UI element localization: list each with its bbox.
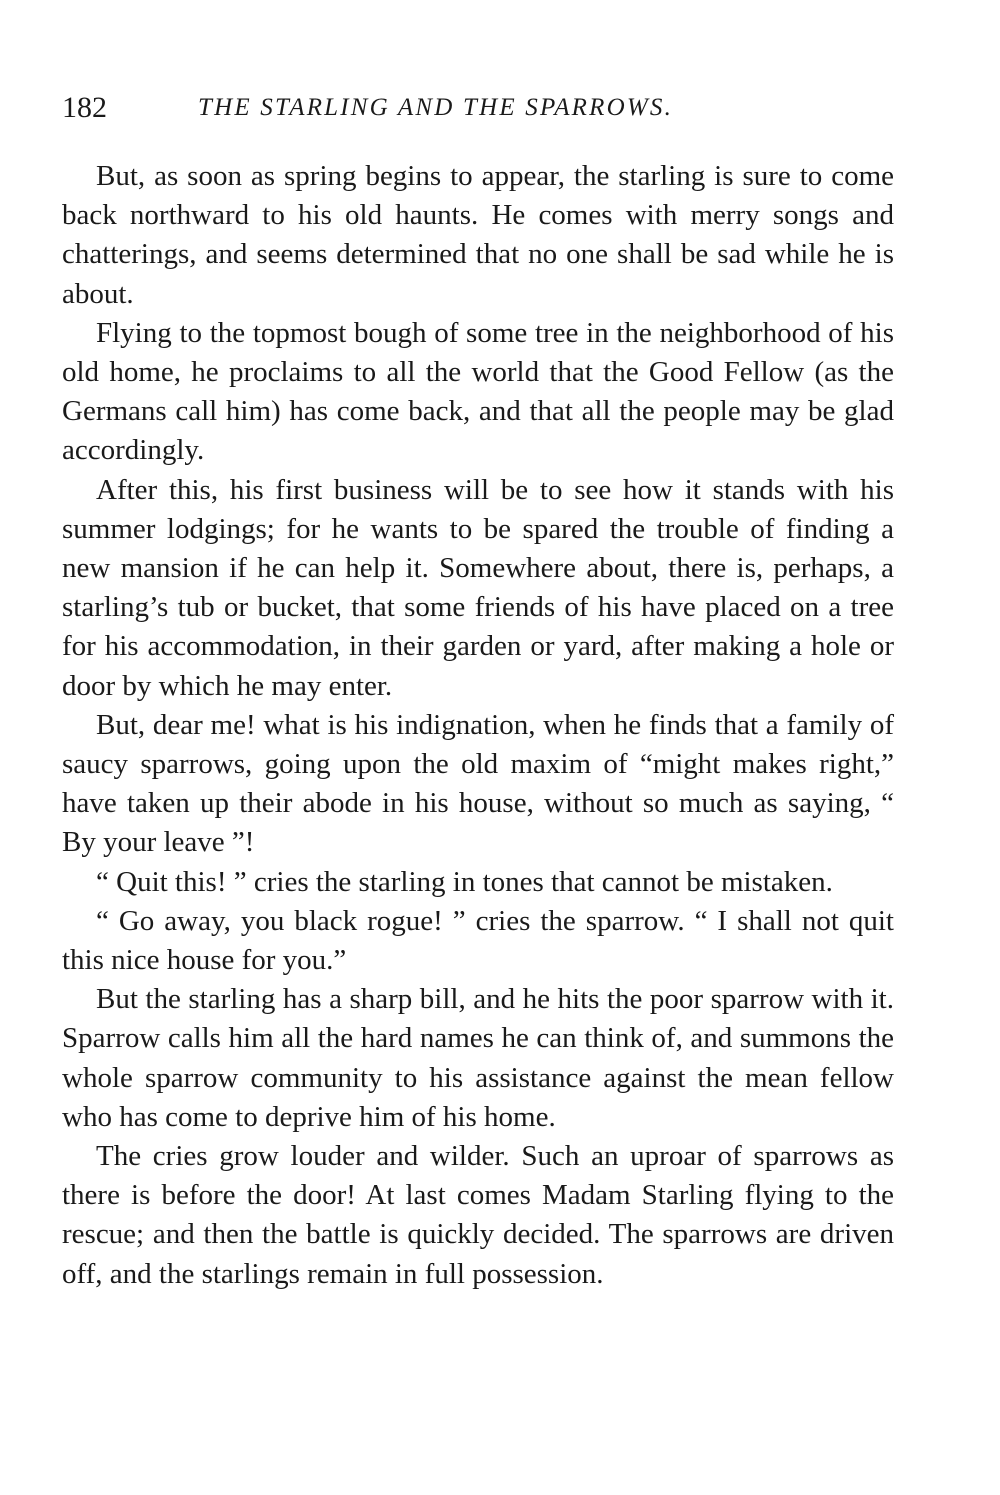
paragraph-quit-this: “ Quit this! ” cries the starling in tones that cannot be mistaken. xyxy=(96,865,833,898)
paragraph-uproar: The cries grow louder and wilder. Such an uproar of sparrows as there is before the door! At last comes Madam Starling flying to the rescue; and then the battle is quickly decided. The sparrows are driven off, and the starlings remain in full possession. xyxy=(62,1140,894,1290)
paragraph-indignation: But, dear me! what is his indignation, when he finds that a family of saucy sparrows, going upon the old maxim of “might makes right,” have taken up their abode in his house, without so much as saying, “ By your leave ”! xyxy=(62,708,894,859)
paragraph-spring-return: But, as soon as spring begins to appear, the starling is sure to come back northward to his old haunts. He comes with merry songs and chatterings, and seems determined that no one shall be sad while he is about. xyxy=(62,160,894,310)
running-title: THE STARLING AND THE SPARROWS. xyxy=(198,94,674,121)
paragraph-topmost-bough: Flying to the topmost bough of some tree in the neighborhood of his old home, he proclaims to all the world that the Good Fellow (as the Germans call him) has come back, and that all the people may be glad accordingly. xyxy=(62,316,894,467)
page-number: 182 xyxy=(62,91,107,124)
paragraph-sharp-bill: But the starling has a sharp bill, and he hits the poor sparrow with it. Sparrow calls him all the hard names he can think of, and summons the whole sparrow community to his assistance against the mean fellow who has come to deprive him of his home. xyxy=(62,983,894,1133)
paragraph-summer-lodgings: After this, his first business will be to see how it stands with his summer lodgings; for he wants to be spared the trouble of finding a new mansion if he can help it. Somewhere about, there is, perhaps, a starling’s tub or bucket, that some friends of his have placed on a tree for his accommodation, in their garden or yard, after making a hole or door by which he may enter. xyxy=(62,473,894,702)
running-head xyxy=(62,88,902,128)
paragraph-go-away: “ Go away, you black rogue! ” cries the sparrow. “ I shall not quit this nice house for you.” xyxy=(62,904,894,977)
body-text xyxy=(62,157,894,1294)
